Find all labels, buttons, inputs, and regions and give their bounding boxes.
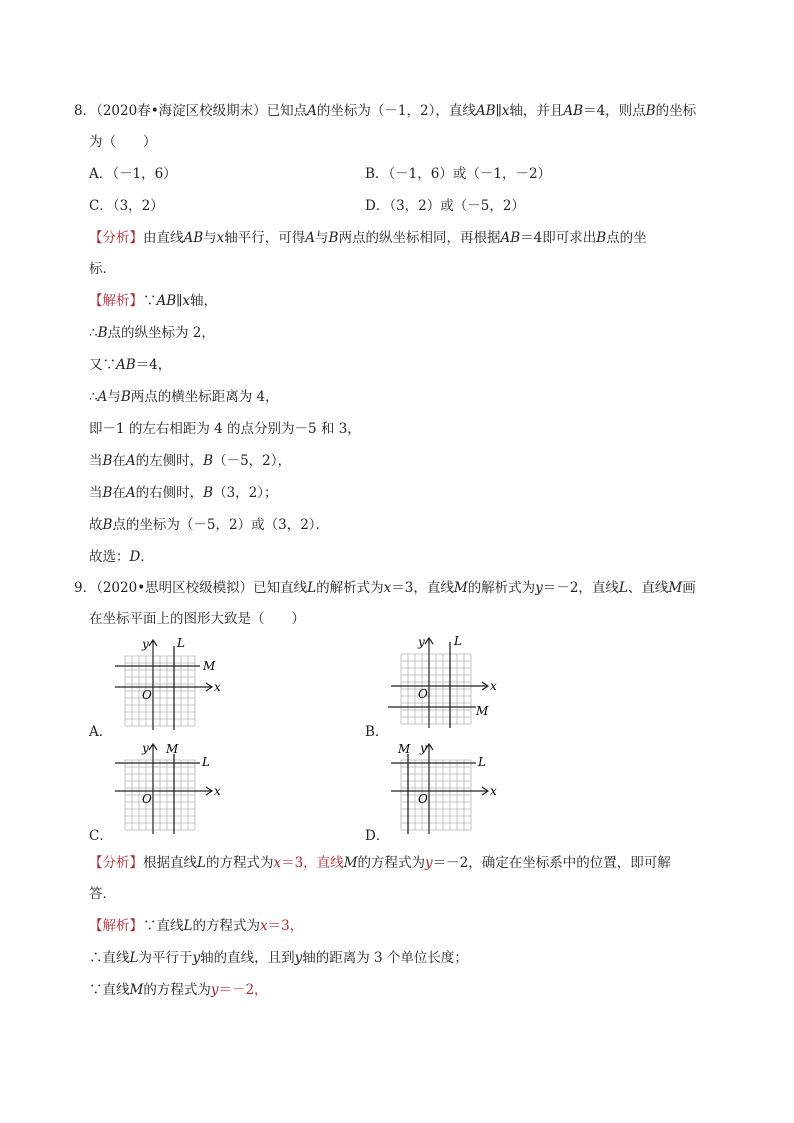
- q8-analysis-line2: 标．: [89, 261, 116, 277]
- y-axis-label: y: [142, 741, 149, 755]
- graph-c-svg: [110, 740, 230, 834]
- q9-solution-line2: ∴直线L为平行于y轴的直线，且到y轴的距离为 3 个单位长度；: [89, 950, 468, 966]
- l-label: L: [454, 634, 462, 648]
- graph-d-svg: [386, 740, 506, 834]
- y-axis-label: y: [142, 637, 149, 651]
- l-label: L: [478, 755, 486, 769]
- q8-solution-line8: 故B点的坐标为（－5，2）或（3，2）．: [89, 517, 330, 533]
- grid: [401, 760, 471, 830]
- graph-option-b[interactable]: [386, 634, 506, 732]
- q9-stem: 9．（2020•思明区校级模拟）已知直线L的解析式为x＝3，直线M的解析式为y＝－2，直线L、直线M画: [74, 580, 696, 596]
- y-axis-label: y: [420, 741, 427, 755]
- graph-a-svg: [110, 636, 230, 730]
- q8-solution-line2: ∴B点的纵坐标为 2，: [89, 325, 215, 341]
- q8-solution-line5: 即－1 的左右相距为 4 的点分别为－5 和 3，: [89, 421, 361, 437]
- origin-label: O: [142, 792, 152, 806]
- q8-analysis: 【分析】由直线AB与x轴平行，可得A与B两点的纵坐标相同，再根据AB＝4即可求出B点的坐: [89, 230, 647, 246]
- origin-label: O: [418, 792, 428, 806]
- graph-option-d[interactable]: [386, 740, 506, 838]
- origin-label: O: [418, 687, 428, 701]
- q8-option-d[interactable]: D．（3，2）或（－5，2）: [365, 198, 525, 214]
- x-axis-label: x: [214, 784, 221, 798]
- y-axis-label: y: [418, 635, 425, 649]
- grid: [125, 760, 195, 830]
- q9-stem-line2: 在坐标平面上的图形大致是（ ）: [89, 611, 305, 627]
- q9-option-a-label[interactable]: A．: [89, 724, 113, 740]
- q8-option-a[interactable]: A．（－1，6）: [89, 166, 177, 182]
- m-label: M: [203, 659, 216, 673]
- q8-option-c[interactable]: C．（3，2）: [89, 198, 164, 214]
- m-label: M: [476, 704, 489, 718]
- q9-option-d-label[interactable]: D．: [365, 828, 390, 844]
- origin-label: O: [142, 688, 152, 702]
- q8-solution-line4: ∴A与B两点的横坐标距离为 4，: [89, 389, 279, 405]
- q9-analysis-line2: 答．: [89, 886, 116, 902]
- q9-solution-line1: 【解析】∵直线L的方程式为x＝3，: [89, 918, 304, 934]
- q8-stem-line2: 为（ ）: [89, 134, 157, 150]
- grid: [401, 654, 471, 724]
- q9-solution-line3: ∵直线M的方程式为y＝－2，: [89, 982, 268, 998]
- graph-option-c[interactable]: [110, 740, 230, 838]
- graph-option-a[interactable]: [110, 636, 230, 734]
- x-axis-label: x: [214, 680, 221, 694]
- q8-solution-line6: 当B在A的左侧时，B（－5，2），: [89, 453, 292, 469]
- m-label: M: [166, 742, 179, 756]
- x-axis-label: x: [490, 679, 497, 693]
- q8-stem: 8．（2020春•海淀区校级期末）已知点A的坐标为（－1，2），直线AB∥x轴，并且AB＝4，则点B的坐标: [74, 103, 697, 119]
- graph-b-svg: [386, 634, 506, 728]
- q9-option-c-label[interactable]: C．: [89, 828, 113, 844]
- x-axis-label: x: [490, 784, 497, 798]
- l-label: L: [202, 755, 210, 769]
- q9-option-b-label[interactable]: B．: [365, 724, 389, 740]
- q8-option-b[interactable]: B．（－1，6）或（－1，－2）: [365, 166, 552, 182]
- q8-solution-line7: 当B在A的右侧时，B（3，2）；: [89, 485, 278, 501]
- m-label: M: [398, 742, 411, 756]
- q8-solution-line9: 故选：D．: [89, 549, 154, 565]
- q8-solution-line1: 【解析】∵AB∥x轴，: [89, 293, 218, 309]
- q8-solution-line3: 又∵AB＝4，: [89, 357, 172, 373]
- l-label: L: [177, 636, 185, 650]
- q9-analysis: 【分析】根据直线L的方程式为x＝3，直线M的方程式为y＝－2，确定在坐标系中的位置，即可解: [89, 855, 671, 871]
